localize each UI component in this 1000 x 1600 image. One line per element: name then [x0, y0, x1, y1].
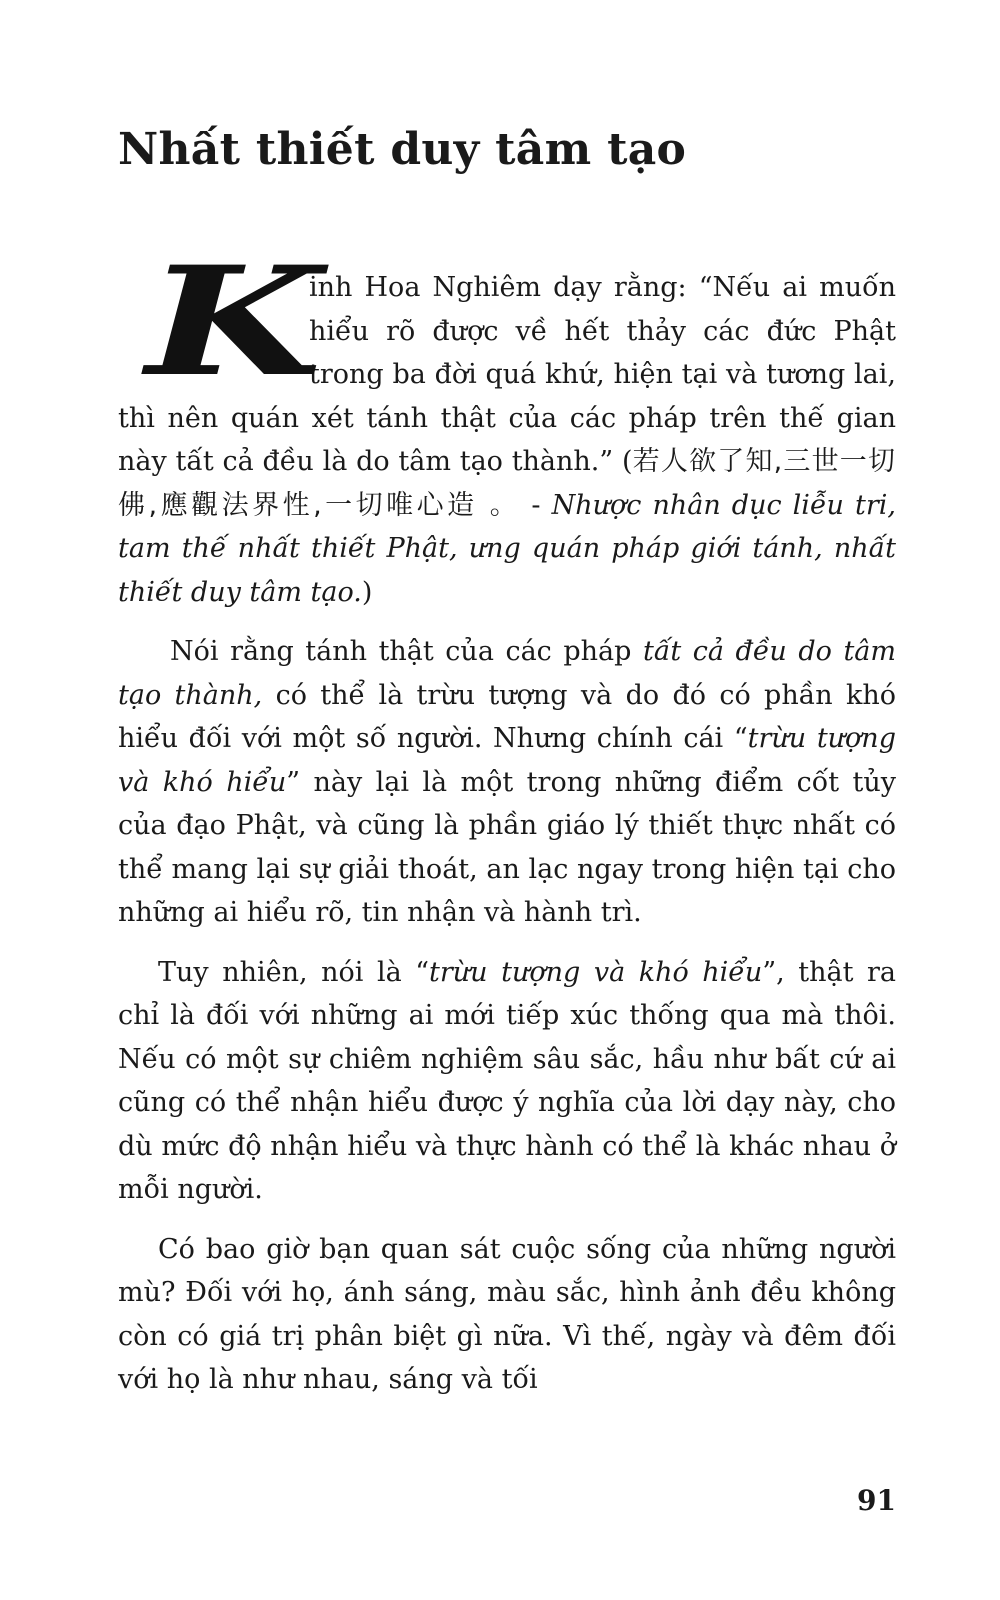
paragraph-2-italic-b: trừu tượng và khó hiểu: [118, 723, 896, 798]
page-number: 91: [857, 1484, 896, 1517]
drop-cap: K: [146, 234, 323, 410]
paragraph-2-text-b: có thể là trừu tượng và do đó có phần khó hiểu đối với một số người. Nhưng chính cái “: [118, 679, 896, 754]
body-text: [118, 234, 897, 1402]
paragraph-2-text-a: Nói rằng tánh thật của các pháp: [170, 636, 643, 667]
paragraph-1-dash: -: [520, 489, 552, 521]
book-page: [118, 0, 896, 1600]
sino-vietnamese-reading: Nhược nhân dục liễu tri, tam thế nhất thiết Phật, ưng quán pháp giới tánh, nhất thiết duy tâm tạo.: [118, 489, 896, 608]
paragraph-1-close: ): [361, 576, 373, 608]
paragraph-2: [118, 630, 896, 935]
paragraph-1-text: inh Hoa Nghiêm dạy rằng: “Nếu ai muốn hiểu rõ được về hết thảy các đức Phật trong ba đời quá khứ, hiện tại và tương lai, thì nên quán xét tánh thật của các pháp trên thế gian này tất cả đều là do tâm tạo thành.” (: [118, 272, 896, 477]
paragraph-3-text-a: Tuy nhiên, nói là “: [158, 956, 430, 988]
paragraph-3-italic-a: trừu tượng và khó hiểu: [429, 956, 763, 988]
chinese-quote: 若人欲了知,三世一切佛,應觀法界性,一切唯心造 。: [118, 446, 896, 521]
paragraph-3-text-b: ”, thật ra chỉ là đối với những ai mới tiếp xúc thống qua mà thôi. Nếu có một sự chiêm nghiệm sâu sắc, hầu như bất cứ ai cũng có thể nhận hiểu được ý nghĩa của lời dạy này, cho dù mức độ nhận hiểu và thực hành có thể là khác nhau ở mỗi người.: [118, 956, 896, 1205]
paragraph-2-italic-a: tất cả đều do tâm tạo thành,: [118, 636, 897, 711]
paragraph-3: [118, 951, 896, 1212]
paragraph-2-text-c: ” này lại là một trong những điểm cốt tủy của đạo Phật, và cũng là phần giáo lý thiết thực nhất có thể mang lại sự giải thoát, an lạc ngay trong hiện tại cho những ai hiểu rõ, tin nhận và hành trì.: [118, 766, 896, 928]
chapter-title: Nhất thiết duy tâm tạo: [118, 124, 687, 175]
paragraph-1: [118, 234, 896, 614]
paragraph-4: Có bao giờ bạn quan sát cuộc sống của những người mù? Đối với họ, ánh sáng, màu sắc, hình ảnh đều không còn có giá trị phân biệt gì nữa. Vì thế, ngày và đêm đối với họ là như nhau, sáng và tối: [118, 1233, 896, 1395]
